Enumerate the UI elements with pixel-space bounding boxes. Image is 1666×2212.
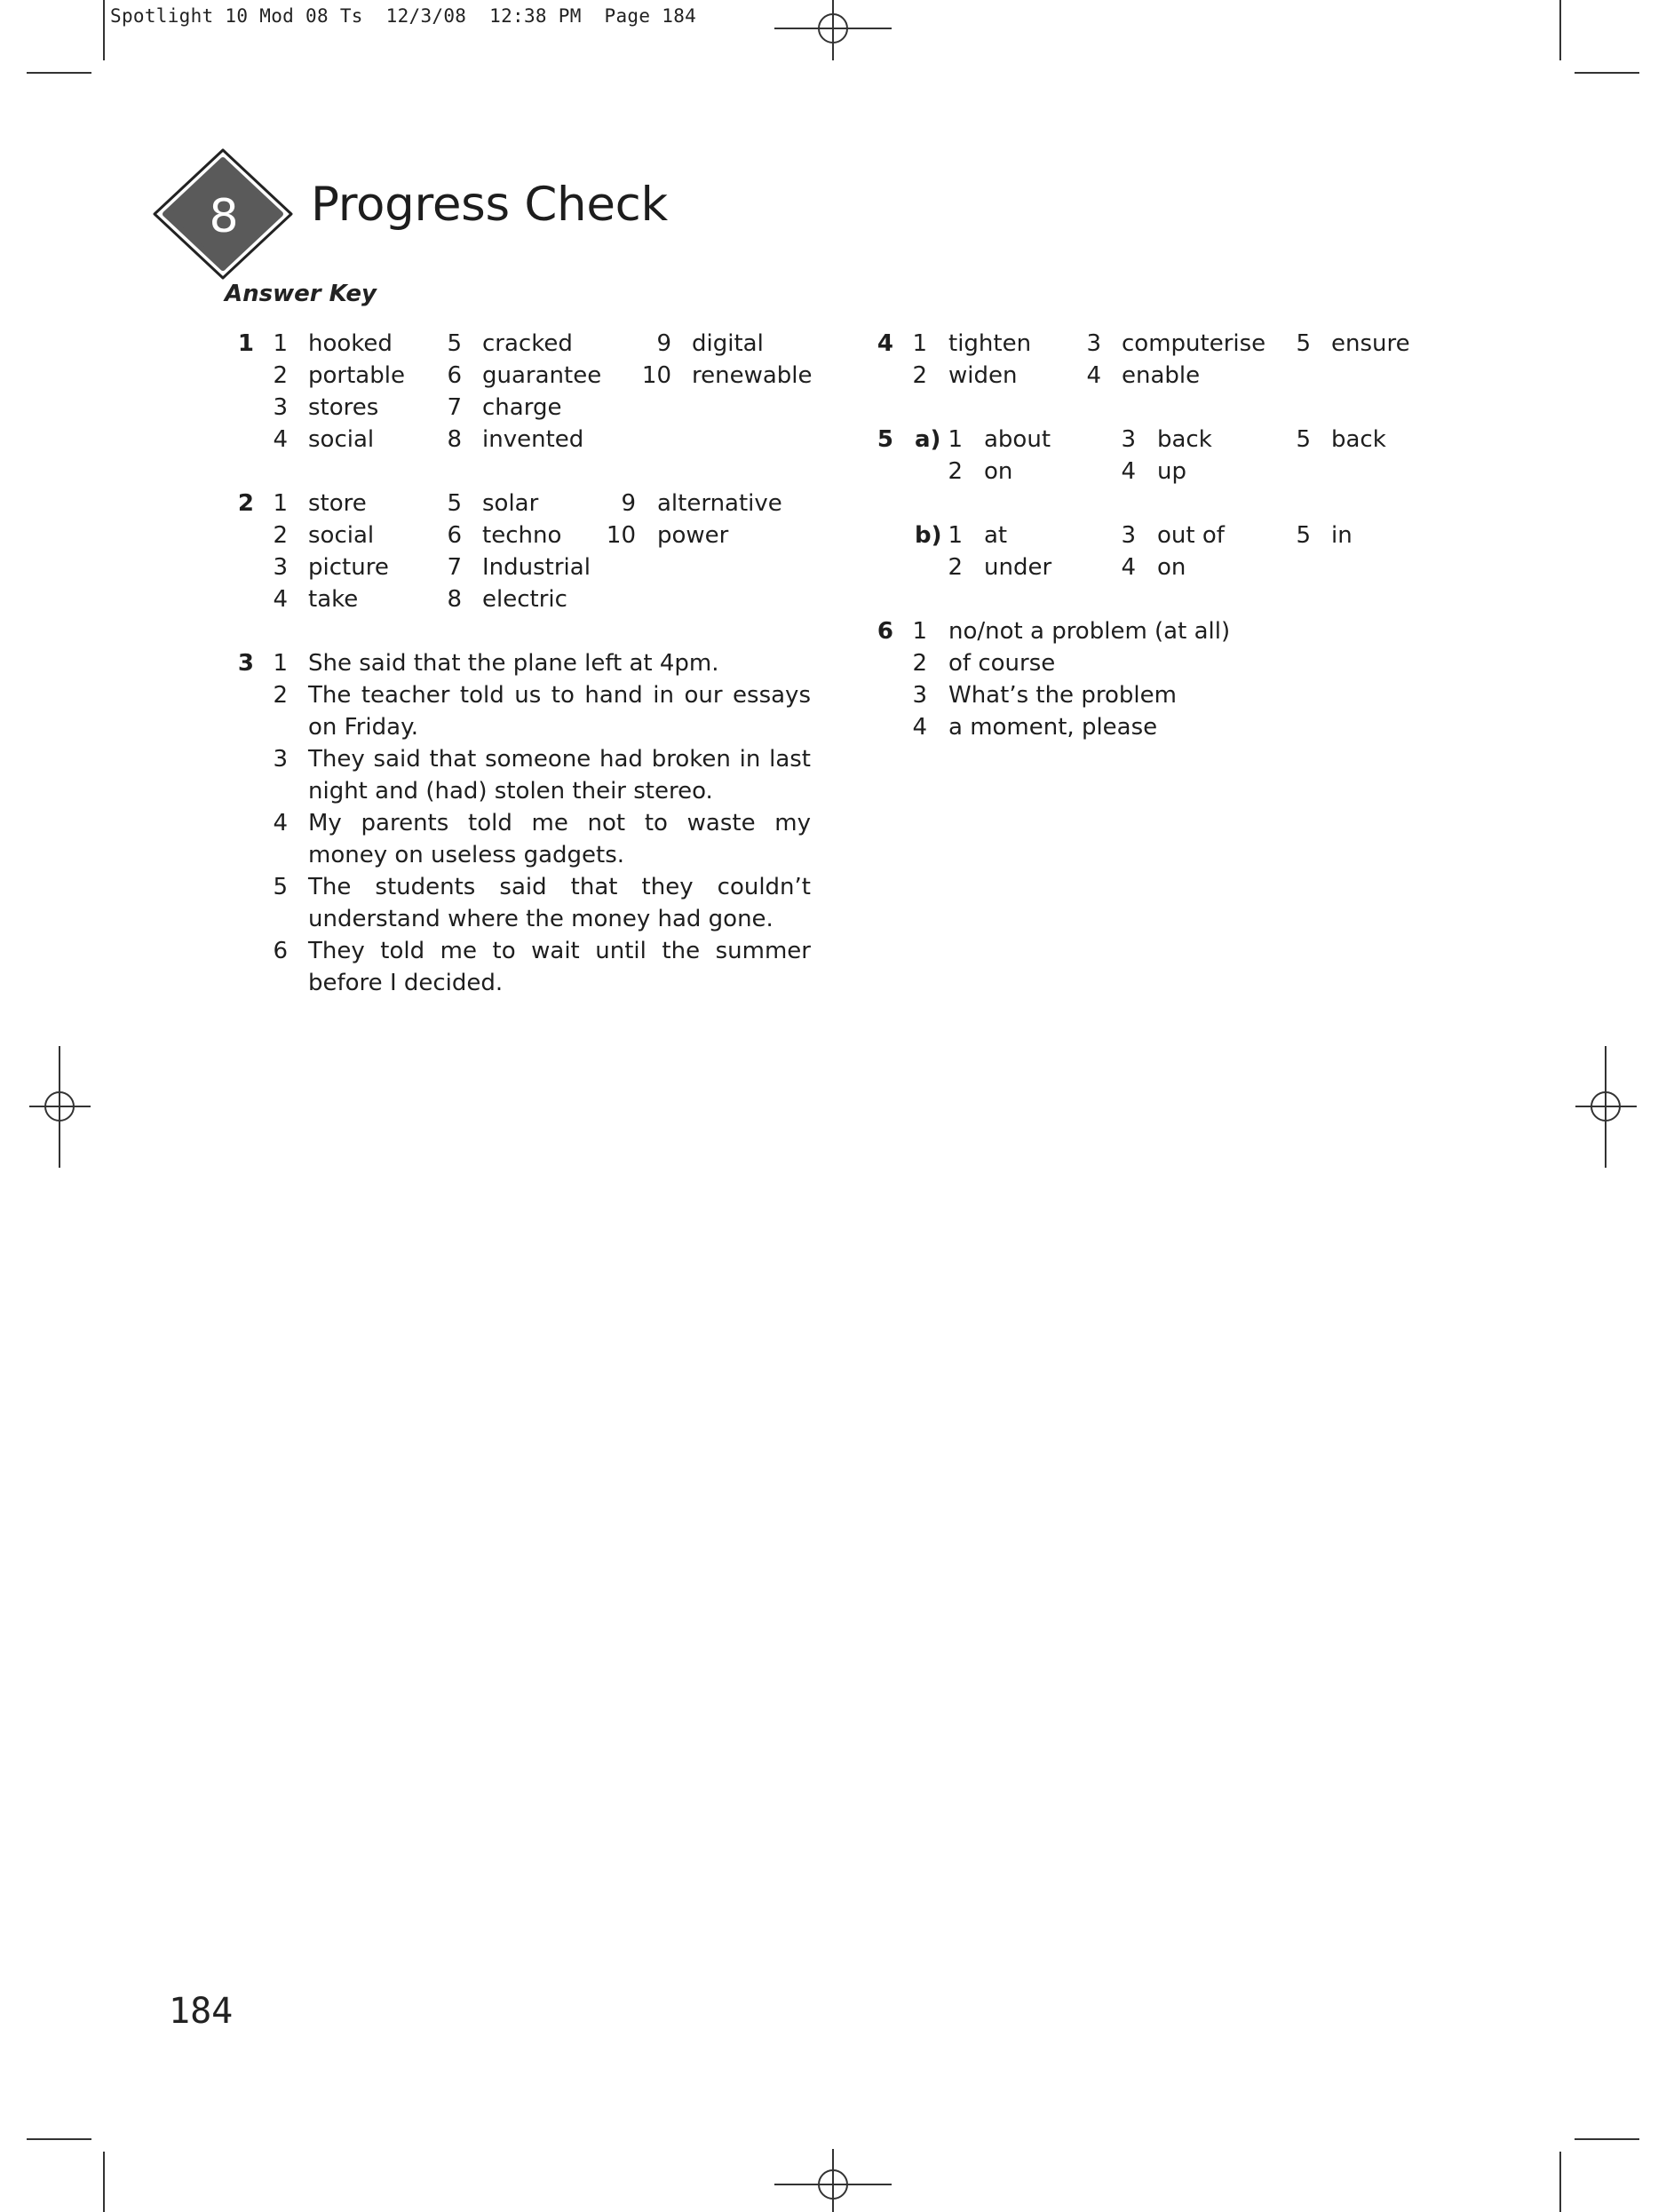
answer-text: They told me to wait until the summer before I decided.: [308, 938, 811, 996]
answer-text: under: [984, 554, 1052, 581]
answer-num: 3: [273, 746, 288, 773]
page-title: Progress Check: [311, 178, 668, 232]
answer-text: portable: [308, 362, 405, 389]
answer-text: What’s the problem: [948, 682, 1177, 709]
answer-num: 5: [1296, 522, 1311, 549]
answer-text: about: [984, 426, 1051, 453]
answer-text: back: [1157, 426, 1212, 453]
answer-text: ensure: [1331, 330, 1410, 357]
answer-text: electric: [482, 586, 567, 613]
answer-text: invented: [482, 426, 584, 453]
answer-text: no/not a problem (at all): [948, 618, 1231, 645]
answer-num: 2: [273, 682, 288, 709]
answer-text: They said that someone had broken in last night and (had) stolen their stereo.: [308, 746, 811, 805]
answer-num: 4: [273, 810, 288, 836]
answer-text: social: [308, 522, 375, 549]
answer-num: 3: [1121, 522, 1136, 549]
answer-num: 7: [447, 394, 462, 421]
answer-text: take: [308, 586, 359, 613]
exercise-2-number: 2: [237, 490, 254, 517]
answer-num: 3: [912, 682, 927, 709]
answer-num: 7: [447, 554, 462, 581]
answer-num: 5: [447, 330, 462, 357]
answer-text: widen: [948, 362, 1018, 389]
answer-num: 3: [1086, 330, 1101, 357]
answer-num: 2: [273, 362, 288, 389]
answer-num: 6: [447, 522, 462, 549]
answer-num: 8: [447, 426, 462, 453]
answer-num: 1: [912, 330, 927, 357]
answer-num: 1: [273, 330, 288, 357]
answer-num: 2: [912, 650, 927, 677]
page-number: 184: [169, 1991, 234, 2032]
answer-num: 6: [273, 938, 288, 964]
answer-num: 10: [641, 362, 671, 389]
answer-num: 8: [447, 586, 462, 613]
answer-text: social: [308, 426, 375, 453]
answer-text: charge: [482, 394, 562, 421]
answer-text: store: [308, 490, 367, 517]
answer-num: 9: [621, 490, 636, 517]
answer-num: 2: [273, 522, 288, 549]
answer-num: 1: [912, 618, 927, 645]
answer-num: 5: [1296, 426, 1311, 453]
answer-text: techno: [482, 522, 562, 549]
answer-num: 4: [1086, 362, 1101, 389]
answer-text: a moment, please: [948, 714, 1158, 741]
answer-num: 5: [447, 490, 462, 517]
exercise-6-number: 6: [877, 618, 893, 645]
answer-text: She said that the plane left at 4pm.: [308, 650, 719, 677]
answer-num: 3: [273, 554, 288, 581]
answer-text: back: [1331, 426, 1386, 453]
answer-text: digital: [692, 330, 764, 357]
answer-num: 1: [948, 522, 963, 549]
answer-num: 1: [273, 490, 288, 517]
answer-num: 3: [1121, 426, 1136, 453]
answer-text: power: [657, 522, 729, 549]
answer-num: 5: [273, 874, 288, 900]
answer-num: 5: [1296, 330, 1311, 357]
module-badge: [151, 147, 295, 281]
answer-text: Industrial: [482, 554, 591, 581]
answer-text: computerise: [1122, 330, 1266, 357]
answer-text: alternative: [657, 490, 782, 517]
answer-text: up: [1157, 458, 1186, 485]
part-label: a): [915, 426, 941, 453]
answer-num: 1: [948, 426, 963, 453]
answer-text: solar: [482, 490, 539, 517]
answer-num: 4: [1121, 554, 1136, 581]
answer-text: enable: [1122, 362, 1201, 389]
answer-num: 1: [273, 650, 288, 677]
exercise-1-number: 1: [237, 330, 254, 357]
answer-num: 2: [912, 362, 927, 389]
slug-line: Spotlight 10 Mod 08 Ts 12/3/08 12:38 PM Page 184: [110, 5, 697, 27]
answer-key-label: Answer Key: [225, 281, 377, 307]
answer-num: 3: [273, 394, 288, 421]
part-label: b): [915, 522, 942, 549]
answer-num: 6: [447, 362, 462, 389]
answer-num: 10: [606, 522, 636, 549]
answer-text: picture: [308, 554, 389, 581]
answer-text: hooked: [308, 330, 393, 357]
answer-text: on: [984, 458, 1013, 485]
answer-text: stores: [308, 394, 379, 421]
answer-text: tighten: [948, 330, 1032, 357]
answer-num: 2: [948, 458, 963, 485]
answer-text: My parents told me not to waste my money on useless gadgets.: [308, 810, 811, 868]
exercise-4-number: 4: [877, 330, 893, 357]
answer-text: cracked: [482, 330, 573, 357]
answer-text: at: [984, 522, 1008, 549]
answer-text: of course: [948, 650, 1056, 677]
answer-num: 4: [912, 714, 927, 741]
exercise-3-number: 3: [237, 650, 254, 677]
answer-text: The students said that they couldn’t understand where the money had gone.: [308, 874, 811, 932]
answer-text: renewable: [692, 362, 813, 389]
answer-text: guarantee: [482, 362, 602, 389]
answer-num: 4: [1121, 458, 1136, 485]
answer-num: 4: [273, 426, 288, 453]
answer-text: The teacher told us to hand in our essays on Friday.: [308, 682, 811, 741]
answer-text: on: [1157, 554, 1186, 581]
answer-text: out of: [1157, 522, 1225, 549]
answer-text: in: [1331, 522, 1353, 549]
exercise-5-number: 5: [877, 426, 893, 453]
answer-num: 9: [656, 330, 671, 357]
answer-num: 4: [273, 586, 288, 613]
answer-num: 2: [948, 554, 963, 581]
badge-number: 8: [209, 190, 239, 243]
